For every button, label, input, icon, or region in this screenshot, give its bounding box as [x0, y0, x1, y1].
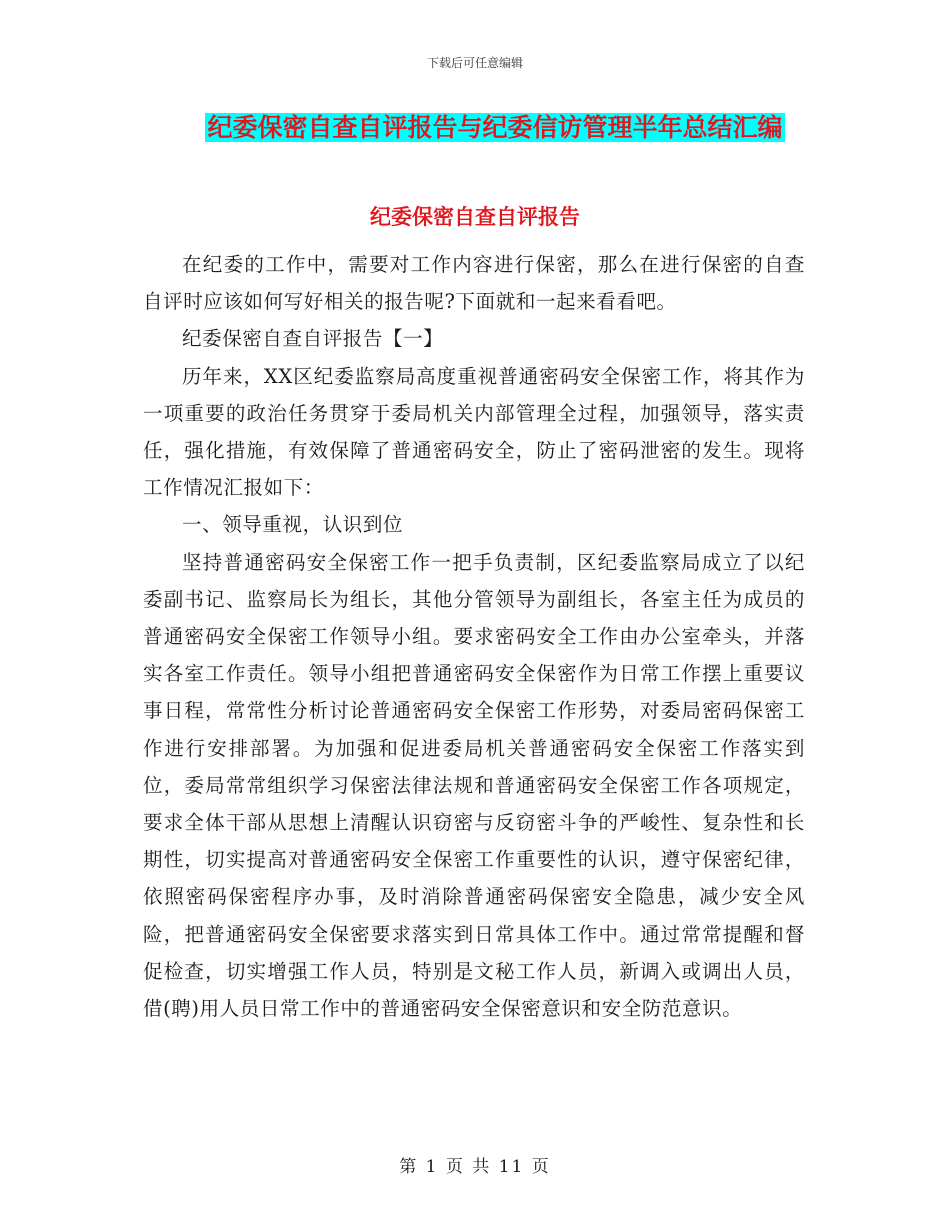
paragraph-section-heading-1: 一、领导重视，认识到位 [182, 513, 404, 537]
section-title: 纪委保密自查自评报告 [370, 205, 580, 229]
page-header-note: 下载后可任意编辑 [426, 56, 523, 70]
paragraph-intro: 在纪委的工作中，需要对工作内容进行保密，那么在进行保密的自查自评时应该如何写好相关的报告呢?下面就和一起来看看吧。 [143, 253, 805, 314]
page-number-footer: 第 1 页 共 11 页 [399, 1157, 551, 1177]
document-body [143, 246, 805, 1027]
main-title-text: 纪委保密自查自评报告与纪委信访管理半年总结汇编 [207, 113, 783, 142]
paragraph-leadership: 坚持普通密码安全保密工作一把手负责制，区纪委监察局成立了以纪委副书记、监察局长为组长，其他分管领导为副组长，各室主任为成员的普通密码安全保密工作领导小组。要求密码安全工作由办公室牵头，并落实各室工作责任。领导小组把普通密码安全保密作为日常工作摆上重要议事日程，常常性分析讨论普通密码安全保密工作形势，对委局密码保密工作进行安排部署。为加强和促进委局机关普通密码安全保密工作落实到位，委局常常组织学习保密法律法规和普通密码安全保密工作各项规定，要求全体干部从思想上清醒认识窃密与反窃密斗争的严峻性、复杂性和长期性，切实提高对普通密码安全保密工作重要性的认识，遵守保密纪律，依照密码保密程序办事，及时消除普通密码保密安全隐患，减少安全风险，把普通密码安全保密要求落实到日常具体工作中。通过常常提醒和督促检查，切实增强工作人员，特别是文秘工作人员，新调入或调出人员，借(聘)用人员日常工作中的普通密码安全保密意识和安全防范意识。 [143, 550, 805, 1021]
document-main-title [0, 110, 950, 146]
paragraph-report-heading: 纪委保密自查自评报告【一】 [182, 327, 444, 351]
paragraph-overview: 历年来，XX区纪委监察局高度重视普通密码安全保密工作，将其作为一项重要的政治任务贯穿于委局机关内部管理全过程，加强领导，落实责任，强化措施，有效保障了普通密码安全，防止了密码泄密的发生。现将工作情况汇报如下： [143, 364, 805, 500]
